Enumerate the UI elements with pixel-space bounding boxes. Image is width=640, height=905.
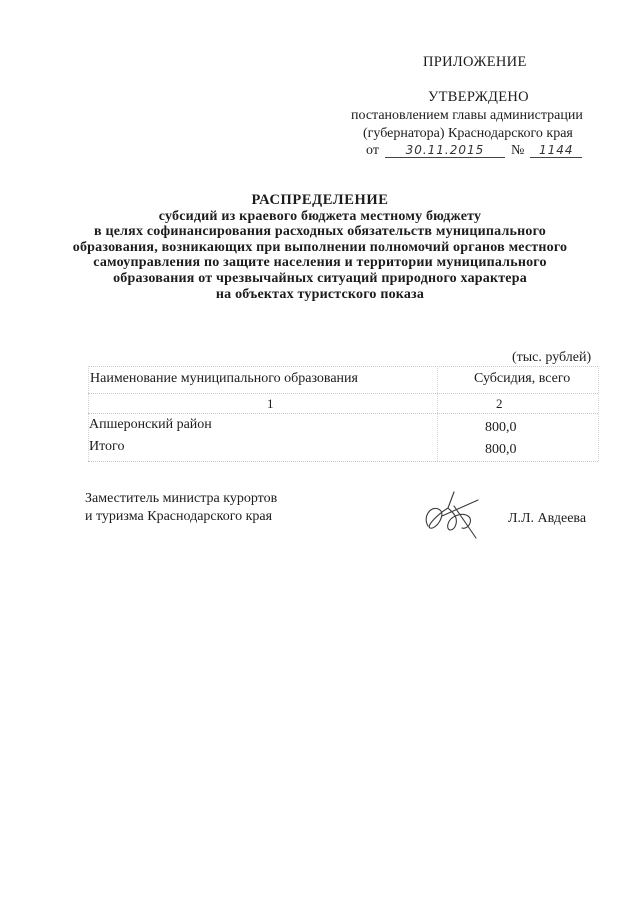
column-header-name: Наименование муниципального образования — [90, 371, 358, 386]
table-number-rule — [88, 413, 598, 414]
decree-date: 30.11.2015 — [385, 143, 505, 158]
document-title — [60, 193, 580, 302]
total-row-value: 800,0 — [485, 442, 517, 457]
column-number-1: 1 — [267, 396, 274, 411]
units-label: (тыс. рублей) — [512, 350, 592, 365]
number-label: № — [510, 143, 525, 158]
table-header-rule — [88, 393, 598, 394]
decree-date-line — [366, 143, 582, 159]
signatory-name: Л.Л. Авдеева — [508, 511, 587, 526]
title-line-4: самоуправления по защите населения и территории муниципального — [93, 255, 547, 271]
title-line-2: в целях софинансирования расходных обязательств муниципального — [93, 224, 547, 240]
decree-line-2: (губернатора) Краснодарского края — [363, 126, 573, 141]
total-row-name: Итого — [89, 439, 125, 454]
title-line-1: субсидий из краевого бюджета местному бюджету — [158, 208, 482, 224]
signatory-position-line-2: и туризма Краснодарского края — [85, 509, 273, 524]
table-top-rule — [88, 366, 598, 367]
decree-number: 1144 — [530, 143, 582, 158]
table-middle-rule — [437, 366, 438, 461]
signatory-position-line-1: Заместитель министра курортов — [85, 491, 278, 506]
table-bottom-rule — [88, 461, 598, 462]
title-main: РАСПРЕДЕЛЕНИЕ — [251, 192, 389, 208]
title-line-3: образования, возникающих при выполнении полномочий органов местного — [72, 239, 568, 255]
appendix-label: ПРИЛОЖЕНИЕ — [423, 54, 527, 70]
column-header-subsidy: Субсидия, всего — [474, 371, 571, 386]
table-row-value: 800,0 — [485, 420, 517, 435]
handwritten-signature — [418, 486, 490, 542]
title-line-6: на объектах туристского показа — [215, 286, 425, 302]
table-row-name: Апшеронский район — [89, 417, 212, 432]
column-number-2: 2 — [496, 396, 503, 411]
approved-label: УТВЕРЖДЕНО — [428, 89, 529, 105]
date-prefix: от — [366, 143, 379, 158]
decree-line-1: постановлением главы администрации — [351, 108, 583, 123]
table-right-rule — [598, 366, 599, 461]
title-line-5: образования от чрезвычайных ситуаций природного характера — [113, 270, 527, 286]
